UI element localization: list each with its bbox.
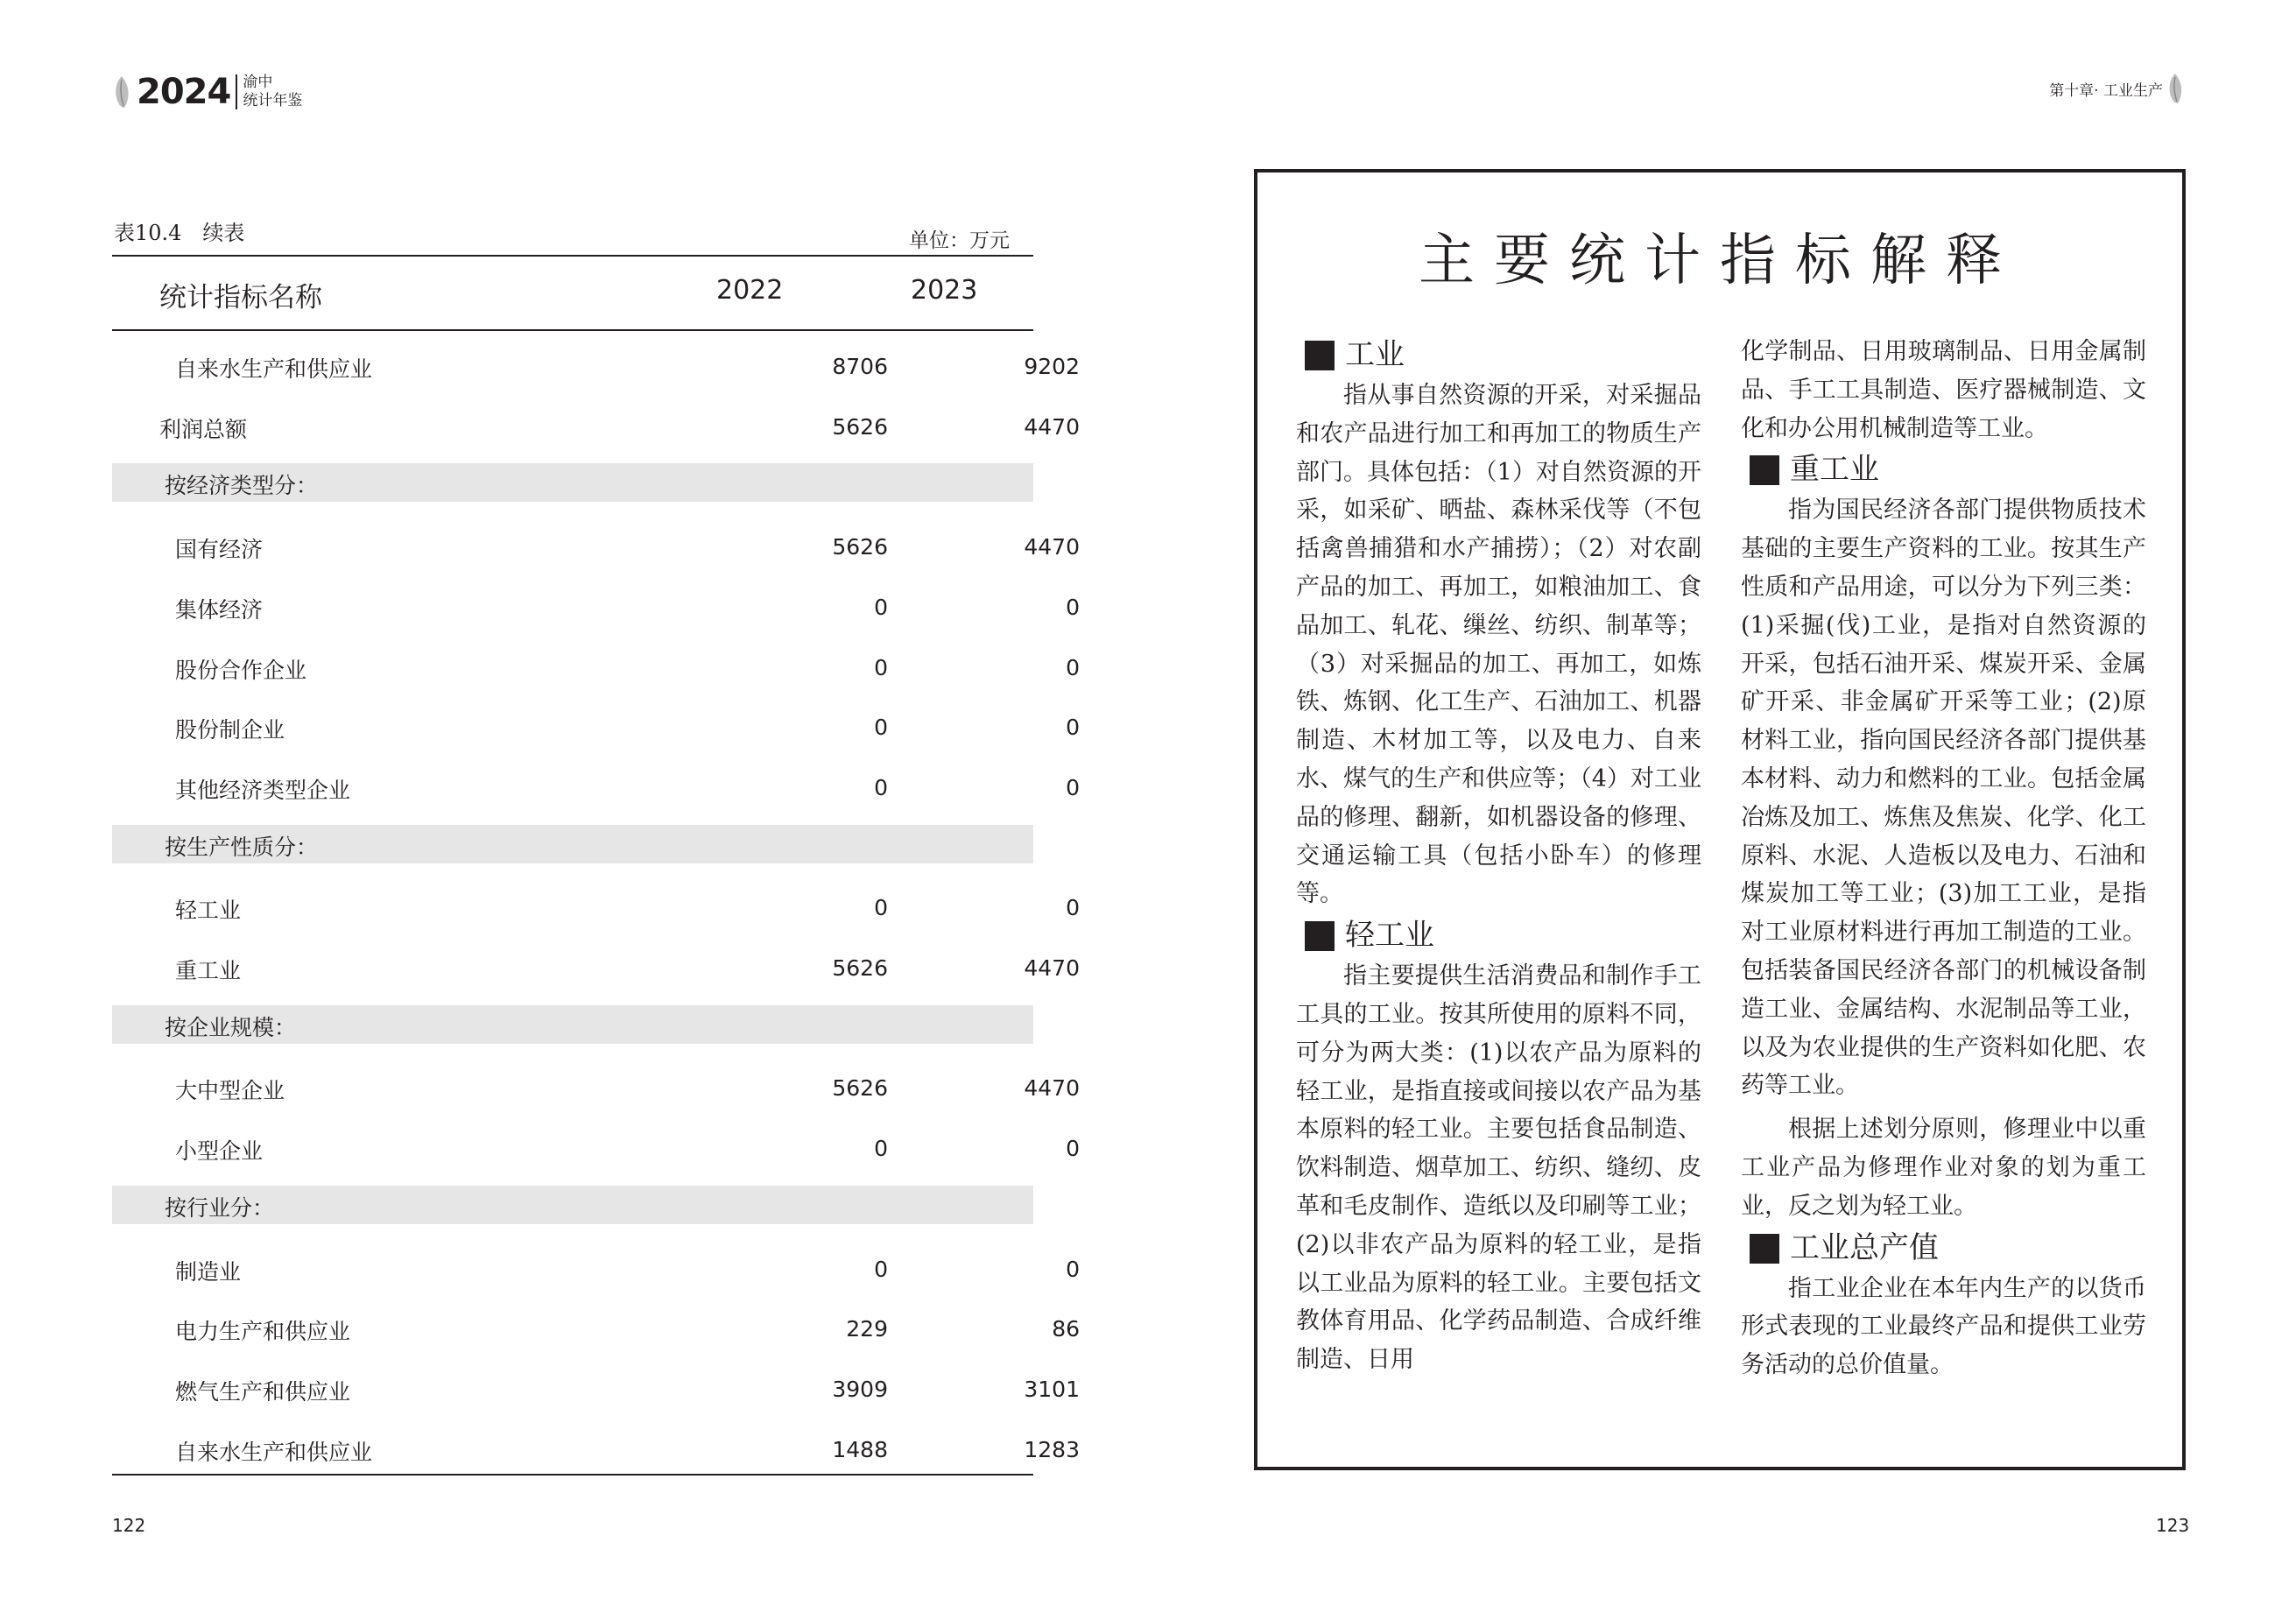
row-label: 制造业 <box>175 1258 242 1285</box>
value-2023: 0 <box>1066 715 1080 741</box>
value-2022: 0 <box>874 654 888 680</box>
leaf-emblem-icon <box>2166 72 2184 105</box>
table-row <box>112 1250 1080 1288</box>
value-2022: 5626 <box>832 534 888 560</box>
chapter-title: 第十章· 工业生产 <box>2049 81 2163 100</box>
value-2023: 9202 <box>1024 354 1080 379</box>
table-row <box>112 888 1080 926</box>
leaf-emblem-icon <box>112 74 131 109</box>
value-2022: 1488 <box>832 1436 888 1462</box>
square-bullet-icon <box>1305 921 1335 951</box>
value-2023: 3101 <box>1024 1376 1080 1402</box>
running-head <box>2049 72 2184 105</box>
value-2023: 0 <box>1066 774 1080 800</box>
section-title: 工业 <box>1345 337 1405 373</box>
section-title: 重工业 <box>1790 452 1879 488</box>
table-row <box>112 1068 1080 1107</box>
value-2022: 0 <box>874 715 888 741</box>
row-label: 按企业规模： <box>165 1014 297 1040</box>
value-2022: 5626 <box>832 955 888 981</box>
row-label: 大中型企业 <box>175 1078 285 1104</box>
table-group-row <box>112 1186 1033 1224</box>
value-2022: 0 <box>874 594 888 620</box>
row-label: 其他经济类型企业 <box>175 777 351 803</box>
table-group-row <box>112 463 1033 502</box>
square-bullet-icon <box>1305 341 1335 370</box>
glossary-column-right <box>1741 333 2146 1384</box>
row-label: 国有经济 <box>175 537 264 563</box>
row-label: 自来水生产和供应业 <box>175 356 373 382</box>
value-2023: 4470 <box>1024 1075 1080 1102</box>
value-2022: 8706 <box>832 354 888 379</box>
table-row <box>112 1309 1080 1348</box>
value-2023: 0 <box>1066 594 1080 620</box>
section-heading-industry <box>1305 335 1701 377</box>
value-2022: 0 <box>874 774 888 800</box>
value-2022: 0 <box>874 1136 888 1162</box>
row-label: 股份合作企业 <box>175 657 307 683</box>
row-label: 小型企业 <box>175 1138 264 1165</box>
logo-divider <box>236 74 237 109</box>
value-2023: 4470 <box>1024 534 1080 560</box>
table-row <box>112 1129 1080 1167</box>
value-2023: 0 <box>1066 895 1080 921</box>
row-label: 按经济类型分： <box>165 473 319 499</box>
table-top-rule <box>112 255 1033 257</box>
table-row <box>112 708 1080 746</box>
table-row <box>112 407 1080 446</box>
square-bullet-icon <box>1750 1234 1779 1264</box>
gross-output-definition: 指工业企业在本年内生产的以货币形式表现的工业最终产品和提供工业劳务活动的总价值量。 <box>1741 1274 2146 1379</box>
section-title: 工业总产值 <box>1790 1229 1939 1265</box>
value-2022: 229 <box>846 1316 888 1342</box>
value-2023: 4470 <box>1024 955 1080 981</box>
value-2022: 0 <box>874 895 888 921</box>
row-label: 燃气生产和供应业 <box>175 1378 351 1405</box>
table-row <box>112 768 1080 806</box>
value-2022: 3909 <box>832 1376 888 1402</box>
section-heading-heavy-industry <box>1750 449 2146 491</box>
row-label: 轻工业 <box>175 898 242 924</box>
table-group-row <box>112 825 1033 863</box>
page-number-right: 123 <box>2156 1515 2190 1536</box>
value-2023: 4470 <box>1024 413 1080 440</box>
table-row <box>112 527 1080 566</box>
value-2023: 1283 <box>1024 1436 1080 1462</box>
value-2023: 0 <box>1066 1136 1080 1162</box>
table-header-2022: 2022 <box>716 275 784 306</box>
value-2022: 0 <box>874 1256 888 1282</box>
glossary-title: 主要统计指标解释 <box>1419 229 2021 293</box>
row-label: 自来水生产和供应业 <box>175 1439 373 1465</box>
value-2022: 5626 <box>832 1075 888 1102</box>
value-2023: 86 <box>1052 1316 1080 1342</box>
heavy-industry-definition: 指为国民经济各部门提供物质技术基础的主要生产资料的工业。按其生产性质和产品用途，可以分为下列三类：(1)采掘(伐)工业，是指对自然资源的开采，包括石油开采、煤炭开采、金属矿开采、非金属矿开采等工业；(2)原材料工业，指向国民经济各部门提供基本材料、动力和燃料的工业。包括金属冶炼及加工、炼焦及焦炭、化学、化工原料、水泥、人造板以及电力、石油和煤炭加工等工业；(3)加工工业，是指对工业原材料进行再加工制造的工业。包括装备国民经济各部门的机械设备制造工业、金属结构、水泥制品等工业，以及为农业提供的生产资料如化肥、农药等工业。 <box>1741 497 2146 1100</box>
table-row <box>112 1370 1080 1408</box>
value-2022: 5626 <box>832 413 888 440</box>
section-heading-gross-output <box>1750 1228 2146 1270</box>
table-group-row <box>112 1005 1033 1044</box>
logo-book-line2: 统计年鉴 <box>243 92 303 109</box>
industry-definition: 指从事自然资源的开采，对采掘品和农产品进行加工和再加工的物质生产部门。具体包括：（1）对自然资源的开采，如采矿、晒盐、森林采伐等（不包括禽兽捕猎和水产捕捞）；（2）对农副产品的加工、再加工，如粮油加工、食品加工、轧花、缫丝、纺织、制革等；（3）对采掘品的加工、再加工，如炼铁、炼钢、化工生产、石油加工、机器制造、木材加工等，以及电力、自来水、煤气的生产和供应等；（4）对工业品的修理、翻新，如机器设备的修理、交通运输工具（包括小卧车）的修理等。 <box>1296 382 1701 908</box>
glossary-column-left <box>1296 333 1701 1379</box>
table-header-rule <box>112 329 1033 331</box>
square-bullet-icon <box>1750 455 1779 485</box>
row-label: 重工业 <box>175 958 242 983</box>
row-label: 按生产性质分： <box>165 834 319 860</box>
table-caption: 表10.4 续表 <box>114 221 245 245</box>
value-2023: 0 <box>1066 654 1080 680</box>
table-unit: 单位：万元 <box>909 229 1010 252</box>
table-header-name: 统计指标名称 <box>159 282 322 313</box>
value-2023: 0 <box>1066 1256 1080 1282</box>
row-label: 利润总额 <box>159 416 248 442</box>
light-industry-definition: 指主要提供生活消费品和制作手工工具的工业。按其所使用的原料不同，可分为两大类：(1)以农产品为原料的轻工业，是指直接或间接以农产品为基本原料的轻工业。主要包括食品制造、饮料制造、烟草加工、纺织、缝纫、皮革和毛皮制作、造纸以及印刷等工业；(2)以非农产品为原料的轻工业，是指以工业品为原料的轻工业。主要包括文教体育用品、化学药品制造、合成纤维制造、日用 <box>1296 962 1701 1374</box>
page-number-left: 122 <box>112 1515 146 1536</box>
table-row <box>112 648 1080 687</box>
logo-year: 2024 <box>137 72 231 112</box>
section-heading-light-industry <box>1305 915 1701 957</box>
table-row <box>112 1430 1080 1469</box>
light-industry-definition-cont: 化学制品、日用玻璃制品、日用金属制品、手工工具制造、医疗器械制造、文化和办公用机械制造等工业。 <box>1741 338 2146 442</box>
table-row <box>112 588 1080 626</box>
row-label: 按行业分： <box>165 1194 275 1221</box>
row-label: 股份制企业 <box>175 717 285 743</box>
heavy-industry-rule: 根据上述划分原则，修理业中以重工业产品为修理作业对象的划为重工业，反之划为轻工业。 <box>1741 1116 2146 1220</box>
yearbook-logo <box>112 70 302 114</box>
table-header-2023: 2023 <box>911 275 978 306</box>
table-row <box>112 948 1080 987</box>
logo-book-line1: 渝中 <box>243 74 273 91</box>
logo-book-name <box>243 74 302 110</box>
table-row <box>112 347 1080 385</box>
table-bottom-rule <box>112 1474 1033 1476</box>
row-label: 集体经济 <box>175 596 264 623</box>
row-label: 电力生产和供应业 <box>175 1319 351 1345</box>
section-title: 轻工业 <box>1345 918 1434 954</box>
